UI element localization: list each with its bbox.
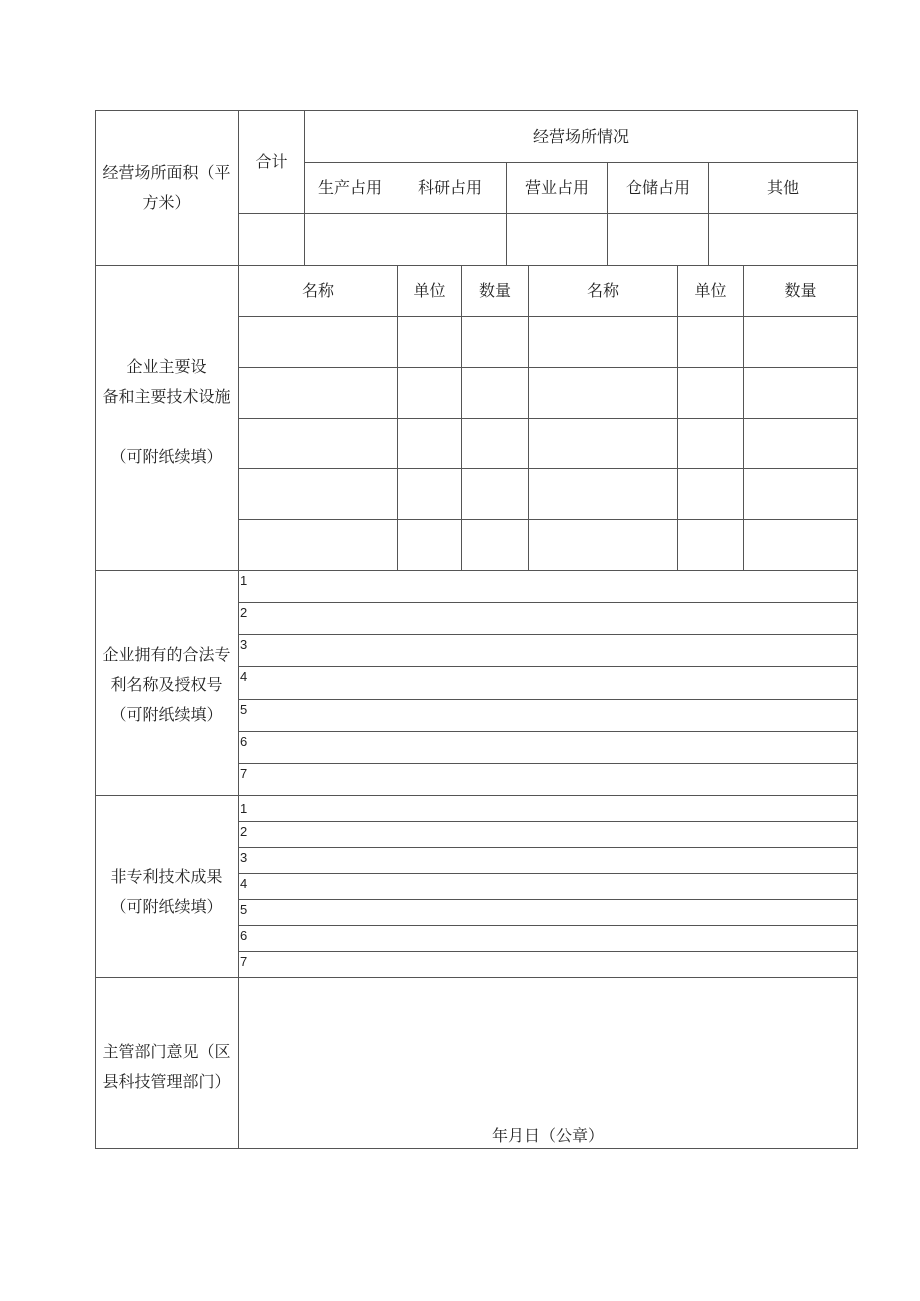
business-use-header: 营业占用 <box>524 178 589 197</box>
nonpatent-row-number: 4 <box>240 876 248 891</box>
patent-label-line2: 利名称及授权号 <box>110 675 223 694</box>
situation-header: 经营场所情况 <box>532 127 629 146</box>
equipment-name-header-2: 名称 <box>586 281 619 300</box>
nonpatent-row-number: 2 <box>240 824 248 839</box>
patent-row-number: 4 <box>240 669 248 684</box>
nonpatent-row-number: 3 <box>240 850 248 865</box>
equipment-unit-header: 单位 <box>413 281 446 300</box>
equipment-quantity-header-2: 数量 <box>784 281 817 300</box>
patent-label-line1: 企业拥有的合法专 <box>102 645 231 664</box>
grid-line <box>304 162 857 163</box>
patent-row-number: 3 <box>240 637 248 652</box>
patent-row-number: 6 <box>240 734 248 749</box>
equipment-quantity-header: 数量 <box>478 281 511 300</box>
border-top <box>95 110 858 111</box>
patent-label <box>95 640 238 730</box>
patent-row-number: 2 <box>240 605 248 620</box>
equipment-label-line2: 备和主要技术设施 <box>102 387 231 406</box>
equipment-label-line1: 企业主要设 <box>126 357 207 376</box>
nonpatent-row-number: 6 <box>240 928 248 943</box>
area-label-line2: 方米） <box>142 193 191 212</box>
area-label <box>95 158 238 218</box>
patent-row-number: 5 <box>240 702 248 717</box>
production-use-header: 生产占用 <box>318 178 383 197</box>
nonpatent-label-line1: 非专利技术成果 <box>110 867 223 886</box>
equipment-entry-area[interactable] <box>239 317 857 570</box>
patent-row-number: 1 <box>240 573 248 588</box>
patent-row-number: 7 <box>240 766 248 781</box>
business-area-cell[interactable] <box>507 214 607 265</box>
patent-entry-area[interactable] <box>255 571 857 795</box>
nonpatent-entry-area[interactable] <box>255 796 857 977</box>
production-research-area-cell[interactable] <box>305 214 506 265</box>
opinion-entry-area[interactable] <box>239 978 857 1118</box>
other-area-cell[interactable] <box>709 214 857 265</box>
nonpatent-label <box>95 862 238 922</box>
equipment-unit-header-2: 单位 <box>694 281 727 300</box>
storage-area-cell[interactable] <box>608 214 708 265</box>
opinion-label-line1: 主管部门意见（区 <box>102 1042 231 1061</box>
area-label-line1: 经营场所面积（平 <box>102 163 231 182</box>
nonpatent-label-line2: （可附纸续填） <box>110 897 223 916</box>
storage-use-header: 仓储占用 <box>625 178 690 197</box>
nonpatent-row-number: 1 <box>240 801 248 816</box>
patent-label-line3: （可附纸续填） <box>110 705 223 724</box>
equipment-name-header: 名称 <box>301 281 334 300</box>
equipment-label-line3: （可附纸续填） <box>110 447 223 466</box>
total-area-cell[interactable] <box>239 214 304 265</box>
total-header: 合计 <box>255 152 288 171</box>
application-form-table <box>95 110 858 1149</box>
research-use-header: 科研占用 <box>418 178 483 197</box>
nonpatent-row-number: 5 <box>240 902 248 917</box>
other-header: 其他 <box>766 178 799 197</box>
date-seal-text: 年月日（公章） <box>491 1126 604 1145</box>
opinion-label-line2: 县科技管理部门） <box>102 1072 231 1091</box>
equipment-label <box>95 352 238 472</box>
opinion-label <box>95 1037 238 1097</box>
nonpatent-row-number: 7 <box>240 954 248 969</box>
